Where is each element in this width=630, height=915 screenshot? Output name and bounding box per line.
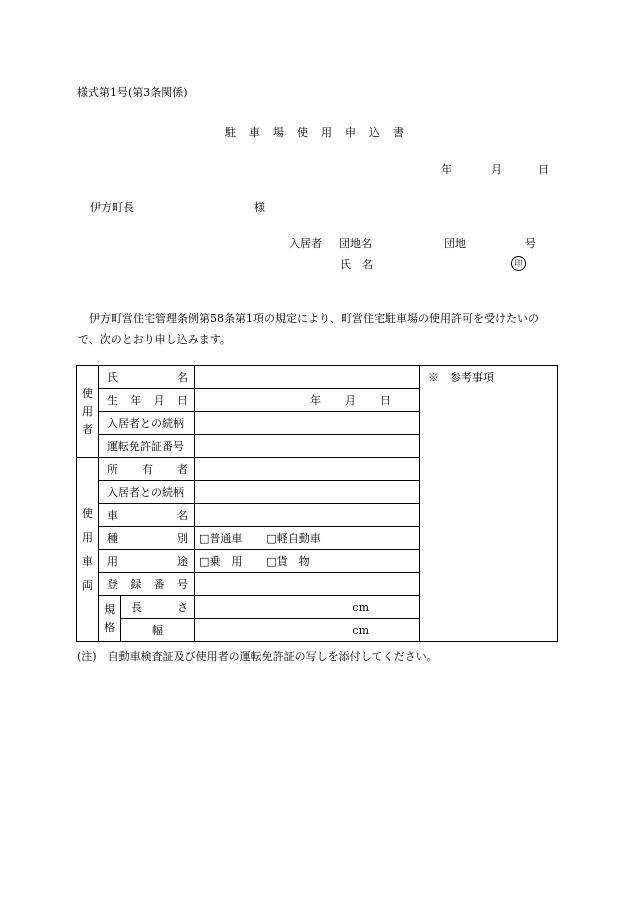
user-name-field[interactable] — [195, 366, 420, 389]
footnote: (注) 自動車検査証及び使用者の運転免許証の写しを添付してください。 — [77, 650, 438, 663]
type-options[interactable] — [195, 527, 420, 550]
vehicle-relation-field[interactable] — [195, 481, 420, 504]
unit-suffix: 号 — [525, 237, 536, 250]
page-title: 駐車場使用申込書 — [225, 126, 417, 139]
length-label: 長 さ — [121, 596, 195, 619]
date-year-label: 年 — [441, 163, 452, 176]
addressee-honorific: 様 — [254, 201, 265, 214]
usage-option-cargo[interactable]: □貨 物 — [266, 555, 310, 568]
registration-label: 登 録 番 号 — [99, 573, 195, 596]
width-label: 幅 — [121, 619, 195, 642]
birthdate-label: 生 年 月 日 — [99, 389, 195, 412]
date-day-label: 日 — [538, 163, 549, 176]
birthdate-field[interactable]: 年 月 日 — [195, 389, 420, 412]
seal-mark: 印 — [511, 256, 526, 271]
applicant-name-label: 氏 名 — [340, 258, 373, 271]
complex-name-label: 団地名 — [339, 237, 372, 250]
remarks-cell: ※ 参考事項 — [420, 366, 558, 642]
owner-field[interactable] — [195, 458, 420, 481]
date-month-label: 月 — [491, 163, 502, 176]
registration-field[interactable] — [195, 573, 420, 596]
car-name-field[interactable] — [195, 504, 420, 527]
license-label: 運転免許証番号 — [99, 435, 195, 458]
application-table — [76, 365, 558, 642]
complex-suffix: 団地 — [444, 237, 466, 250]
applicant-role: 入居者 — [289, 237, 322, 250]
user-name-label: 氏 名 — [99, 366, 195, 389]
spec-label: 規格 — [99, 596, 121, 642]
user-relation-field[interactable] — [195, 412, 420, 435]
vehicle-relation-label: 入居者との続柄 — [99, 481, 195, 504]
owner-label: 所 有 者 — [99, 458, 195, 481]
form-number: 様式第1号(第3条関係) — [77, 86, 188, 99]
width-field[interactable]: cm — [195, 619, 420, 642]
user-group-label: 使用者 — [77, 366, 99, 458]
car-name-label: 車 名 — [99, 504, 195, 527]
addressee-name: 伊方町長 — [90, 201, 134, 214]
type-label: 種 別 — [99, 527, 195, 550]
usage-option-passenger[interactable]: □乗 用 — [199, 555, 243, 568]
body-text: 伊方町営住宅管理条例第58条第1項の規定により、町営住宅駐車場の使用許可を受けたいので、次のとおり申し込みます。 — [78, 312, 539, 346]
type-option-regular[interactable]: □普通車 — [199, 532, 243, 545]
length-field[interactable]: cm — [195, 596, 420, 619]
type-option-kei[interactable]: □軽自動車 — [266, 532, 321, 545]
user-relation-label: 入居者との続柄 — [99, 412, 195, 435]
usage-label: 用 途 — [99, 550, 195, 573]
usage-options[interactable] — [195, 550, 420, 573]
license-field[interactable] — [195, 435, 420, 458]
vehicle-group-label: 使用車両 — [77, 458, 99, 642]
